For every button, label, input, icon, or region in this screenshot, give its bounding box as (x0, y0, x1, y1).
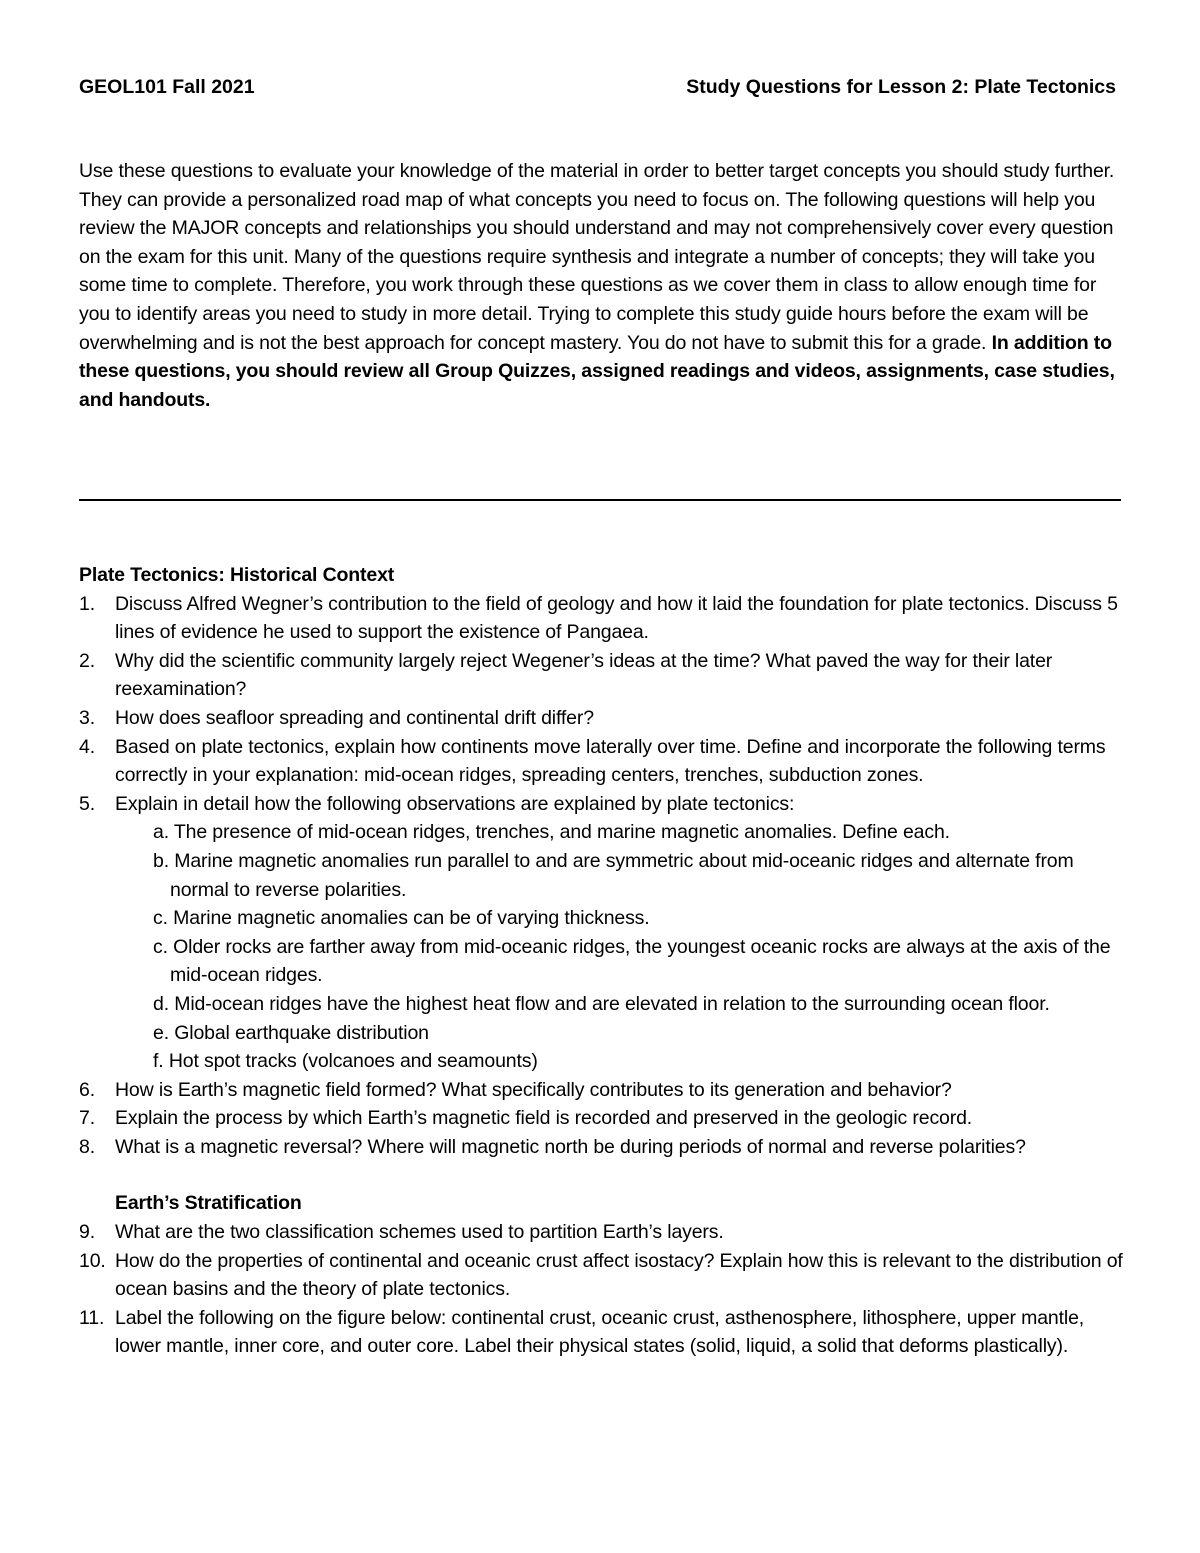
question-number: 6. (79, 1078, 95, 1101)
sub-text: The presence of mid-ocean ridges, trenches, and marine magnetic anomalies. Define each. (173, 821, 950, 844)
sub-letter: e. (153, 1021, 169, 1044)
sub-item (79, 847, 1124, 904)
sub-letter: b. (153, 849, 169, 872)
question-text: Why did the scientific community largely reject Wegener’s ideas at the time? What paved the way for their later reexamination? (115, 649, 1053, 701)
sub-text: Global earthquake distribution (174, 1021, 429, 1044)
question-text: What is a magnetic reversal? Where will magnetic north be during periods of normal and reverse polarities? (115, 1135, 1026, 1158)
question-item (79, 1104, 1124, 1133)
question-item (79, 1218, 1124, 1247)
question-number: 8. (79, 1135, 95, 1158)
question-text: How does seafloor spreading and continental drift differ? (115, 706, 594, 729)
question-number: 1. (79, 592, 95, 615)
intro-bold-text: In addition to these questions, you should review all Group Quizzes, assigned readings and videos, assignments, case studies, and handouts. (79, 331, 1115, 411)
sub-item (79, 933, 1124, 990)
horizontal-rule (79, 499, 1121, 501)
sub-letter: c. (153, 935, 168, 958)
section-gap (79, 1161, 1124, 1189)
question-number: 9. (79, 1221, 95, 1244)
question-number: 10. (79, 1249, 106, 1272)
question-number: 11. (79, 1306, 105, 1329)
sub-letter: c. (153, 907, 168, 930)
sub-text: Marine magnetic anomalies can be of varying thickness. (173, 907, 650, 930)
question-text: Discuss Alfred Wegner’s contribution to the field of geology and how it laid the foundation for plate tectonics. Discuss 5 lines of evidence he used to support the existence of Pangaea. (115, 592, 1118, 644)
sub-text: Mid-ocean ridges have the highest heat flow and are elevated in relation to the surrounding ocean floor. (174, 992, 1050, 1015)
intro-text: Use these questions to evaluate your knowledge of the material in order to better target concepts you should study further. They can provide a personalized road map of what concepts you need to focus on. The following questions will help you review the MAJOR concepts and relationships you should understand and may not comprehensively cover every question on the exam for this unit. Many of the questions require synthesis and integrate a number of concepts; they will take you some time to complete. Therefore, you work through these questions as we cover them in class to allow enough time for you to identify areas you need to study in more detail. Trying to complete this study guide hours before the exam will be overwhelming and is not the best approach for concept mastery. You do not have to submit this for a grade. (79, 160, 1115, 354)
question-number: 2. (79, 649, 95, 672)
question-item (79, 647, 1124, 704)
question-number: 5. (79, 792, 95, 815)
section-historical-context (79, 561, 1124, 1361)
section-title-stratification: Earth’s Stratification (115, 1192, 302, 1215)
question-number: 4. (79, 735, 95, 758)
sub-text: Marine magnetic anomalies run parallel to and are symmetric about mid-oceanic ridges and alternate from normal to reverse polarities. (170, 849, 1074, 901)
sub-text: Hot spot tracks (volcanoes and seamounts) (168, 1050, 538, 1073)
page-header (79, 74, 1116, 100)
question-item (79, 590, 1124, 647)
question-text: How is Earth’s magnetic field formed? What specifically contributes to its generation and behavior? (115, 1078, 952, 1101)
question-item (79, 704, 1124, 733)
sub-text: Older rocks are farther away from mid-oceanic ridges, the youngest oceanic rocks are always at the axis of the mid-ocean ridges. (170, 935, 1111, 987)
course-label: GEOL101 Fall 2021 (79, 76, 255, 98)
question-text: Label the following on the figure below: continental crust, oceanic crust, asthenosphere, lithosphere, upper mantle, lower mantle, inner core, and outer core. Label their physical states (solid, liquid, a solid that deforms plastically). (115, 1306, 1085, 1358)
sub-letter: a. (153, 821, 169, 844)
question-text: How do the properties of continental and oceanic crust affect isostacy? Explain how this is relevant to the distribution of ocean basins and the theory of plate tectonics. (115, 1249, 1123, 1301)
question-text: Explain in detail how the following observations are explained by plate tectonics: (115, 792, 795, 815)
question-item (79, 1247, 1124, 1304)
question-item (79, 790, 1124, 819)
sub-item (79, 904, 1124, 933)
section-title: Plate Tectonics: Historical Context (79, 564, 395, 586)
question-item (79, 1304, 1124, 1361)
question-text: Explain the process by which Earth’s magnetic field is recorded and preserved in the geologic record. (115, 1107, 973, 1130)
document-title: Study Questions for Lesson 2: Plate Tectonics (686, 76, 1116, 98)
question-text: What are the two classification schemes used to partition Earth’s layers. (115, 1221, 724, 1244)
sub-item (79, 818, 1124, 847)
intro-paragraph (79, 157, 1124, 414)
question-text: Based on plate tectonics, explain how continents move laterally over time. Define and incorporate the following terms correctly in your explanation: mid-ocean ridges, spreading centers, trenches, subduction zones. (115, 735, 1106, 787)
question-number: 7. (79, 1107, 95, 1130)
question-item (79, 1076, 1124, 1105)
sub-letter: d. (153, 992, 169, 1015)
sub-letter: f. (153, 1050, 164, 1073)
question-item (79, 1133, 1124, 1162)
question-item (79, 733, 1124, 790)
question-number: 3. (79, 706, 95, 729)
sub-item (79, 1047, 1124, 1076)
sub-item (79, 1019, 1124, 1048)
sub-item (79, 990, 1124, 1019)
